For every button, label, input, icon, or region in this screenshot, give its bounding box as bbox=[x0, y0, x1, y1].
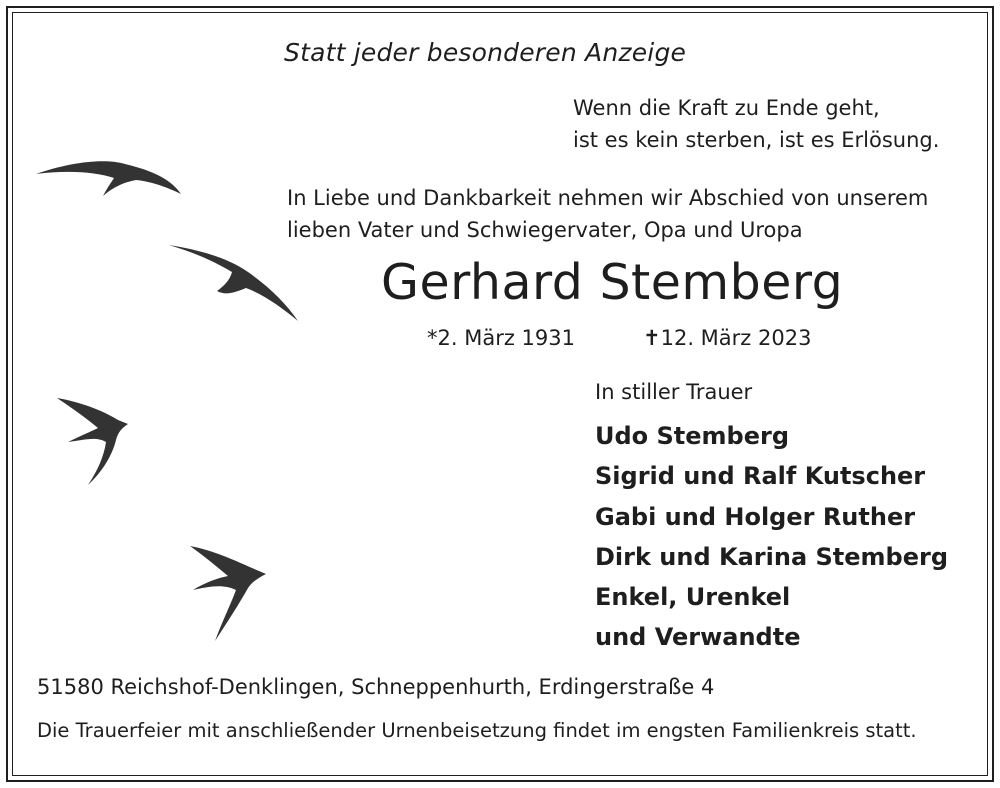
quote-line: ist es kein sterben, ist es Erlösung. bbox=[573, 128, 940, 152]
mourning-label: In stiller Trauer bbox=[595, 380, 753, 404]
deceased-name: Gerhard Stemberg bbox=[381, 254, 844, 311]
funeral-note: Die Trauerfeier mit anschließender Urnenbeisetzung findet im engsten Familienkreis statt. bbox=[37, 719, 917, 742]
mourner-name: und Verwandte bbox=[595, 623, 801, 652]
address: 51580 Reichshof-Denklingen, Schneppenhurth, Erdingerstraße 4 bbox=[37, 675, 715, 699]
death-date: ✝12. März 2023 bbox=[643, 326, 812, 350]
swallow-icon bbox=[190, 546, 266, 641]
notice-heading: Statt jeder besonderen Anzeige bbox=[284, 38, 687, 67]
mourners-list bbox=[595, 416, 948, 658]
quote bbox=[573, 92, 939, 156]
swallow-icon bbox=[169, 245, 298, 321]
swallow-icon bbox=[36, 161, 181, 196]
intro-line: lieben Vater und Schwiegervater, Opa und Uropa bbox=[287, 218, 803, 242]
swallow-icon bbox=[57, 398, 128, 485]
mourner-name: Udo Stemberg bbox=[595, 422, 790, 450]
birth-date: *2. März 1931 bbox=[427, 326, 575, 350]
intro-text bbox=[287, 182, 928, 246]
mourner-name: Dirk und Karina Stemberg bbox=[595, 542, 949, 571]
intro-line: In Liebe und Dankbarkeit nehmen wir Abschied von unserem bbox=[287, 186, 929, 210]
quote-line: Wenn die Kraft zu Ende geht, bbox=[573, 96, 880, 120]
mourner-name: Enkel, Urenkel bbox=[595, 583, 791, 612]
mourner-name: Sigrid und Ralf Kutscher bbox=[595, 462, 926, 491]
mourner-name: Gabi und Holger Ruther bbox=[595, 502, 916, 531]
